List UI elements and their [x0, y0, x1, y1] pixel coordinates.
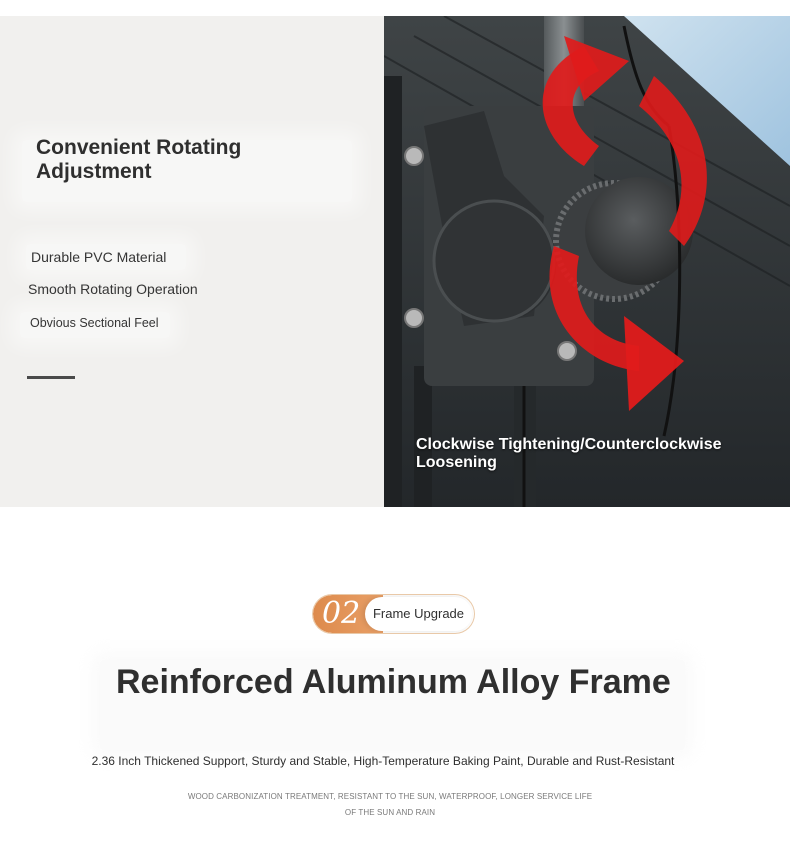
- feature-bullet-rotation: Smooth Rotating Operation: [28, 281, 198, 297]
- section-badge: [313, 595, 474, 633]
- feature-bullet-sectional: Obvious Sectional Feel: [30, 316, 159, 330]
- section-title: Reinforced Aluminum Alloy Frame: [116, 663, 671, 701]
- section-badge-label: Frame Upgrade: [372, 606, 465, 621]
- photo-caption: Clockwise Tightening/Counterclockwise Loosening: [416, 436, 722, 471]
- feature-bullet-pvc: Durable PVC Material: [31, 249, 167, 265]
- product-photo: [384, 16, 790, 507]
- section-note: WOOD CARBONIZATION TREATMENT, RESISTANT TO THE SUN, WATERPROOF, LONGER SERVICE LIFE OF THE SUN AND RAIN: [187, 792, 593, 817]
- feature-title: Convenient Rotating Adjustment: [36, 136, 242, 183]
- section-number: 02: [322, 596, 361, 631]
- divider-line: [27, 376, 75, 379]
- section-subtitle: 2.36 Inch Thickened Support, Sturdy and Stable, High-Temperature Baking Paint, Durable and Rust-Resistant: [91, 754, 675, 768]
- badge-pill: [365, 597, 472, 631]
